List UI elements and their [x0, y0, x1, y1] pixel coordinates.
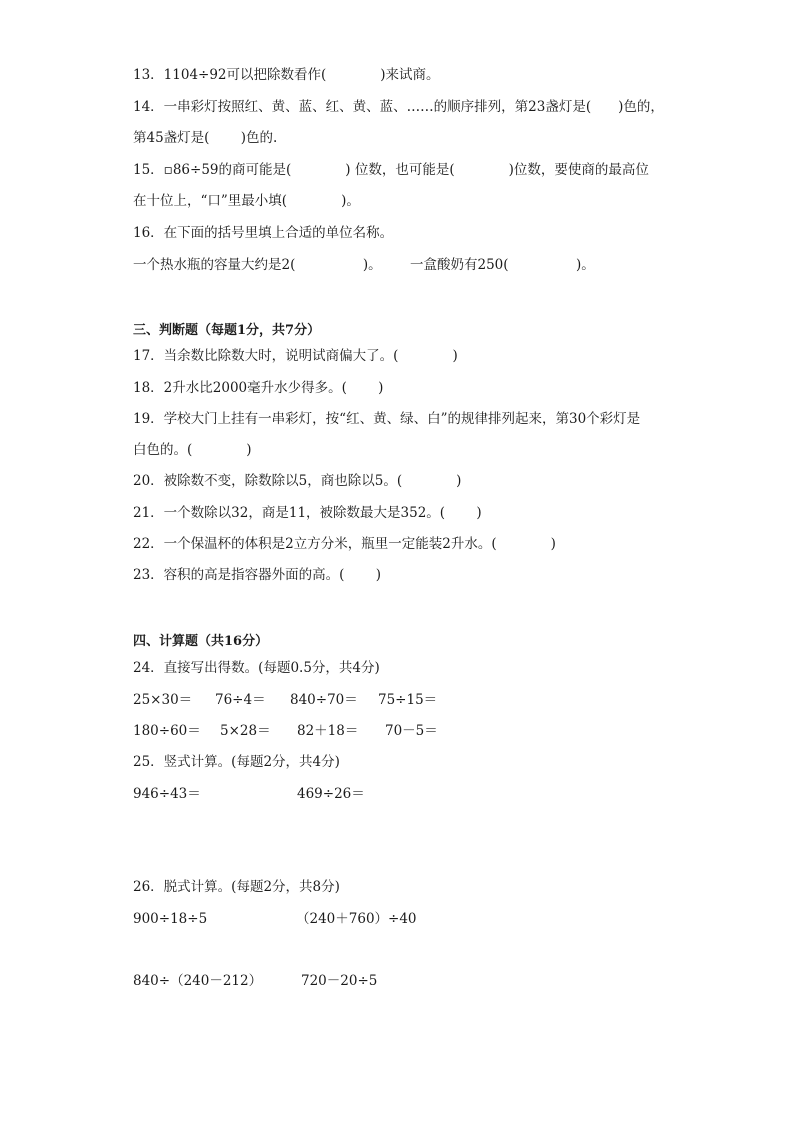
question-16-part-a: 一个热水瓶的容量大约是2( )。 [133, 257, 382, 273]
section-heading-calc: 四、计算题（共16分） [133, 634, 269, 649]
calc-item: 5×28＝ [220, 723, 271, 739]
question-15-line-2: 在十位上，“口”里最小填( )。 [133, 193, 360, 209]
question-15-line-1: 15．▫86÷59的商可能是( ) 位数，也可能是( )位数，要使商的最高位 [133, 162, 649, 178]
question-19-line-1: 19．学校大门上挂有一串彩灯，按“红、黄、绿、白”的规律排列起来，第30个彩灯是 [133, 411, 641, 427]
calc-item: （240＋760）÷40 [296, 911, 417, 927]
question-20: 20．被除数不变，除数除以5，商也除以5。( ) [133, 473, 462, 489]
question-16: 16．在下面的括号里填上合适的单位名称。 [133, 225, 394, 241]
calc-item: 840÷70＝ [290, 692, 358, 708]
question-17: 17．当余数比除数大时，说明试商偏大了。( ) [133, 348, 458, 364]
calc-item: 840÷（240－212） [133, 973, 263, 989]
question-25: 25．竖式计算。(每题2分，共4分) [133, 754, 340, 770]
calc-item: 946÷43＝ [133, 786, 201, 802]
question-18: 18．2升水比2000毫升水少得多。( ) [133, 380, 384, 396]
question-13: 13．1104÷92可以把除数看作( )来试商。 [133, 67, 440, 83]
calc-item: 70－5＝ [385, 723, 438, 739]
calc-item: 76÷4＝ [215, 692, 266, 708]
calc-item: 180÷60＝ [133, 723, 201, 739]
calc-item: 720－20÷5 [301, 973, 378, 989]
section-heading-judge: 三、判断题（每题1分，共7分） [133, 323, 321, 338]
question-23: 23．容积的高是指容器外面的高。( ) [133, 567, 382, 583]
question-14-line-1: 14．一串彩灯按照红、黄、蓝、红、黄、蓝、……的顺序排列，第23盏灯是( )色的， [133, 99, 664, 115]
question-24: 24．直接写出得数。(每题0.5分，共4分) [133, 660, 380, 676]
calc-item: 25×30＝ [133, 692, 193, 708]
question-14-line-2: 第45盏灯是( )色的. [133, 130, 278, 146]
question-16-part-b: 一盒酸奶有250( )。 [410, 257, 595, 273]
question-22: 22．一个保温杯的体积是2立方分米，瓶里一定能装2升水。( ) [133, 536, 556, 552]
question-26: 26．脱式计算。(每题2分，共8分) [133, 879, 340, 895]
question-21: 21．一个数除以32，商是11，被除数最大是352。( ) [133, 505, 482, 521]
calc-item: 469÷26＝ [297, 786, 365, 802]
calc-item: 75÷15＝ [378, 692, 438, 708]
question-19-line-2: 白色的。( ) [133, 442, 252, 458]
calc-item: 82＋18＝ [297, 723, 359, 739]
calc-item: 900÷18÷5 [133, 911, 208, 927]
